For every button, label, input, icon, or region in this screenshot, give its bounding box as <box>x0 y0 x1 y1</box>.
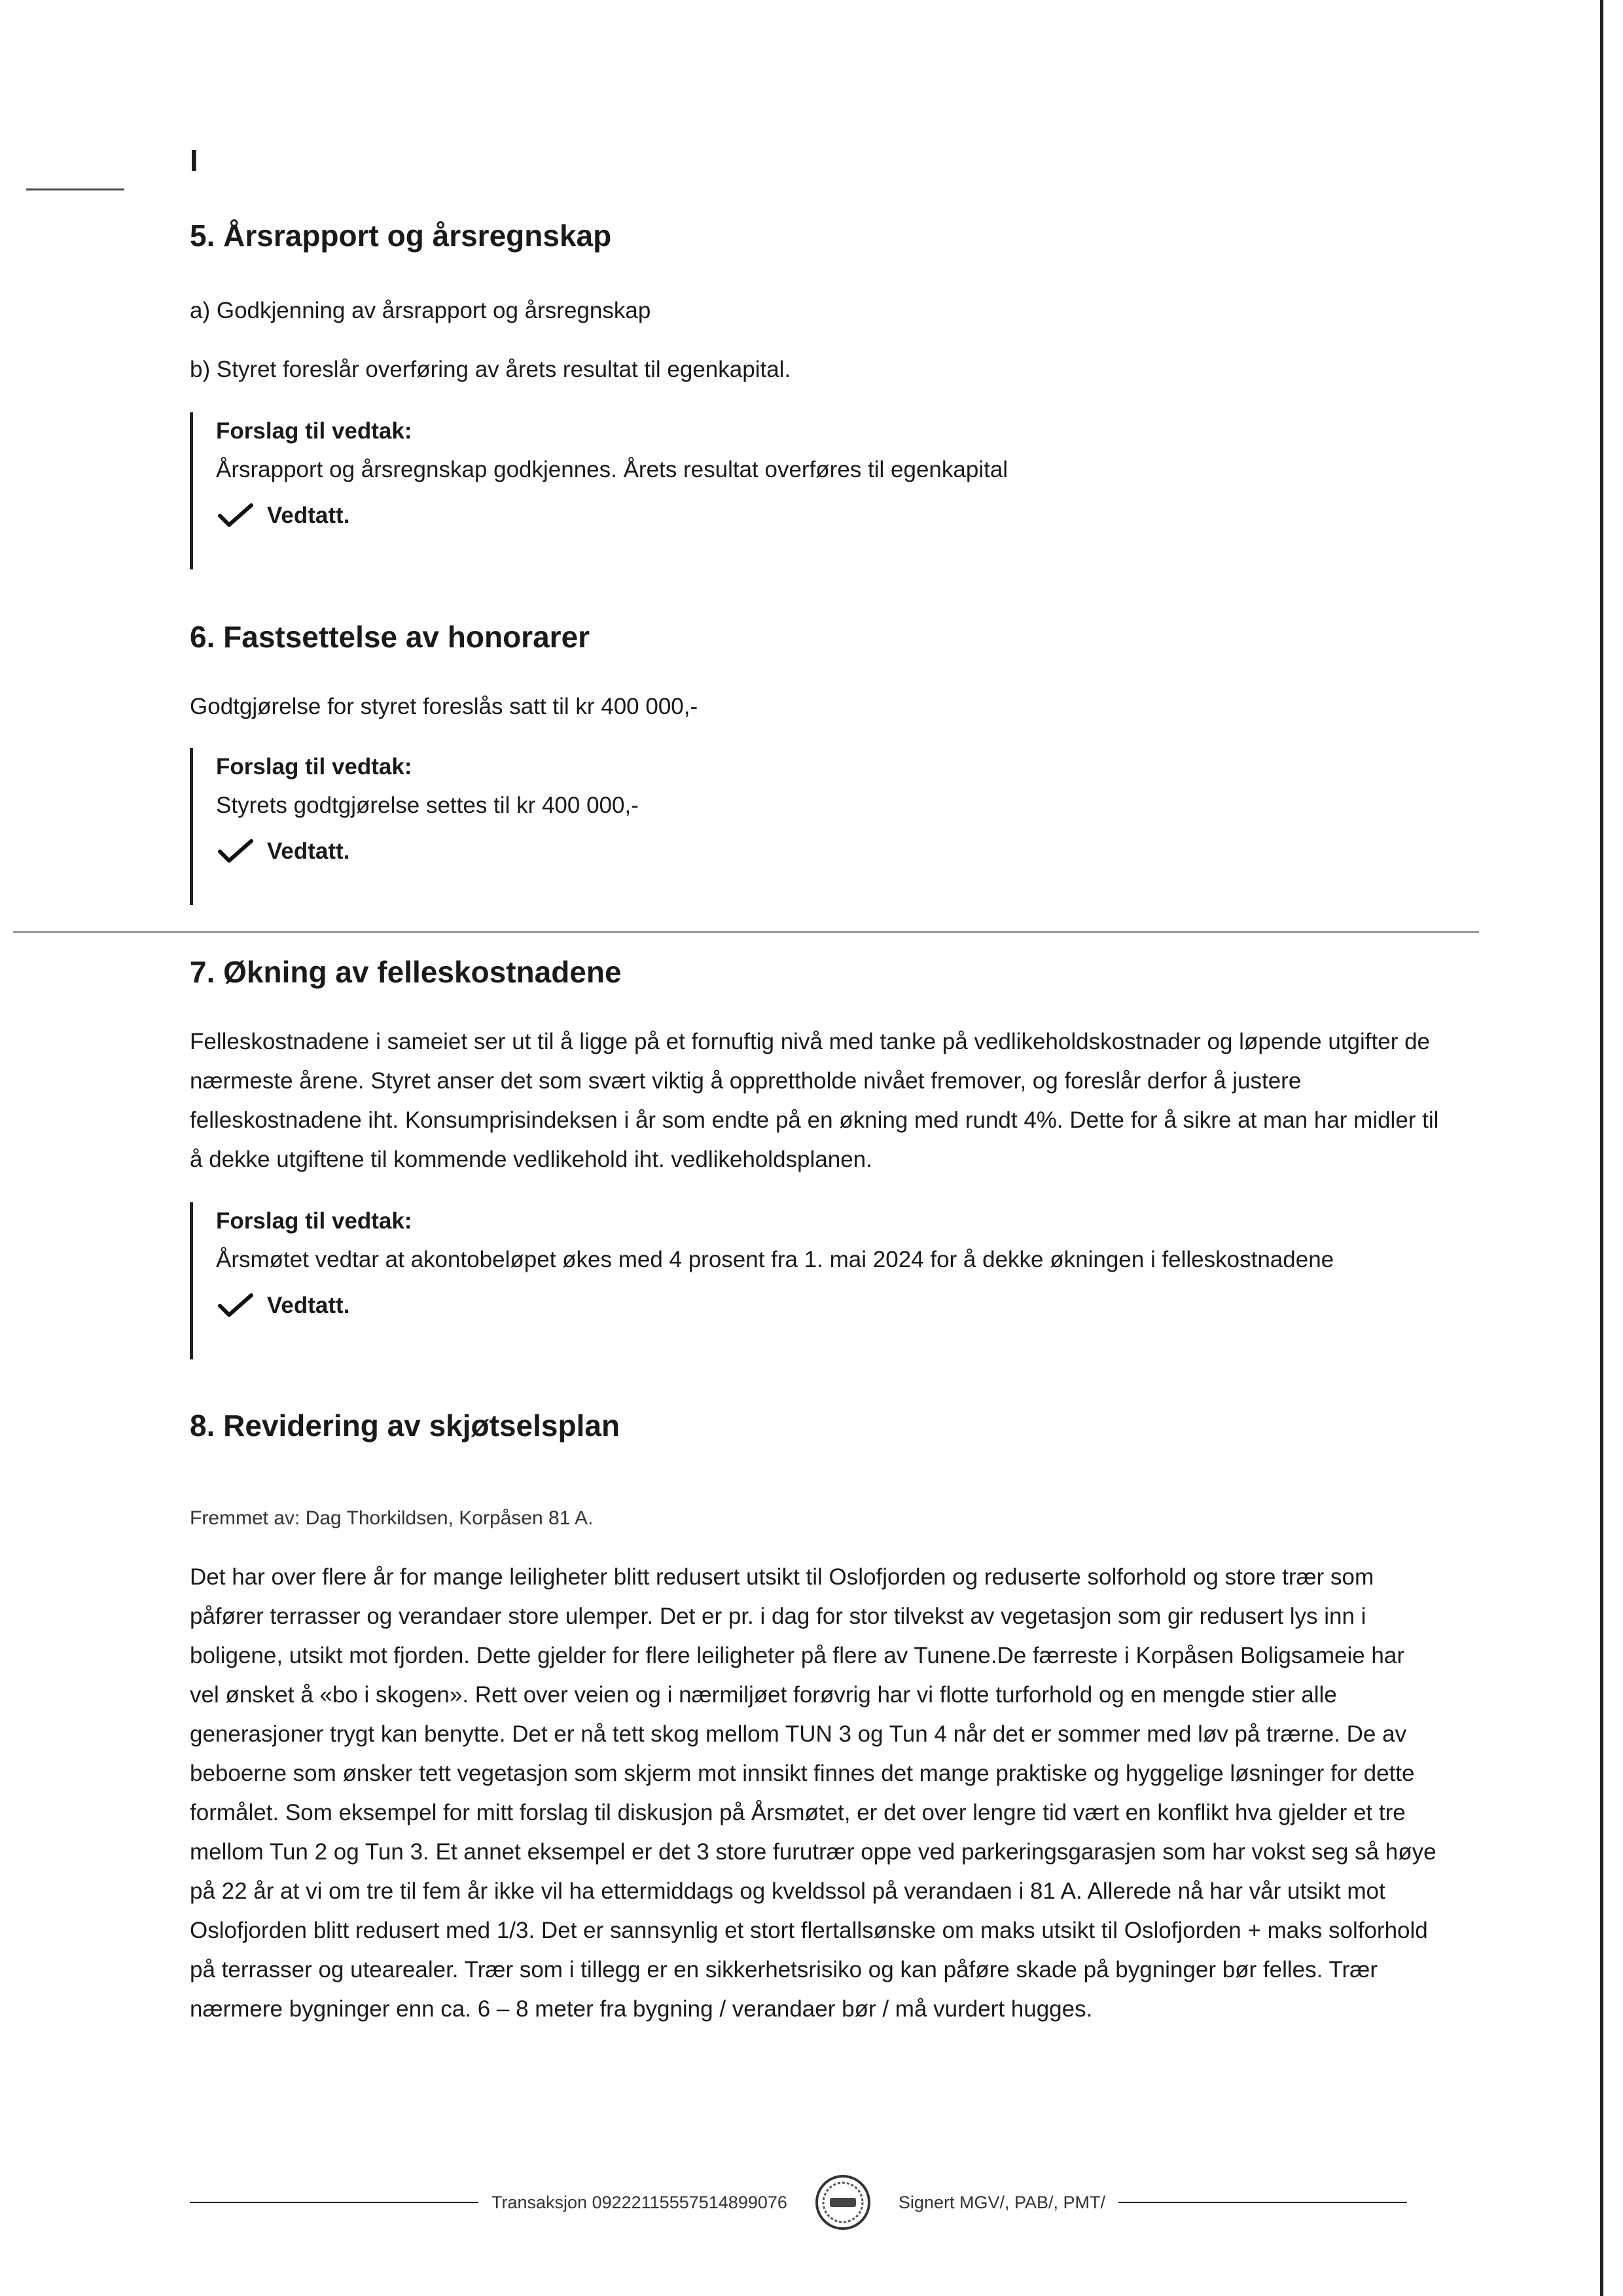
section-6-body: Godtgjørelse for styret foreslås satt til kr 400 000,- <box>190 694 698 719</box>
checkmark-icon <box>216 838 255 865</box>
transaction-id: Transaksjon 09222115557514899076 <box>491 2192 787 2212</box>
section-5-proposal <box>190 412 1440 569</box>
signature-footer <box>190 2170 1407 2235</box>
scan-edge <box>1600 0 1603 2296</box>
proposal-label: Forslag til vedtak: <box>216 754 412 780</box>
section-7-proposal <box>190 1202 1440 1359</box>
page-mark: I <box>190 143 198 177</box>
proposal-label: Forslag til vedtak: <box>216 418 412 444</box>
proposal-text: Årsrapport og årsregnskap godkjennes. Årets resultat overføres til egenkapital <box>216 457 1008 482</box>
margin-mark <box>26 188 124 190</box>
section-7-heading: 7. Økning av felleskostnadene <box>190 955 622 989</box>
proposal-result <box>216 1280 1440 1332</box>
section-8-proposed-by: Fremmet av: Dag Thorkildsen, Korpåsen 81 A. <box>190 1507 594 1529</box>
footer-rule-left <box>190 2202 478 2203</box>
scan-artifact-line <box>13 931 1479 933</box>
section-5-item-a: a) Godkjenning av årsrapport og årsregnskap <box>190 298 651 323</box>
proposal-text: Årsmøtet vedtar at akontobeløpet økes med 4 prosent fra 1. mai 2024 for å dekke økningen i felleskostnadene <box>216 1247 1334 1272</box>
signed-by: Signert MGV/, PAB/, PMT/ <box>898 2192 1105 2212</box>
checkmark-icon <box>216 1293 255 1319</box>
section-5-item-b: b) Styret foreslår overføring av årets resultat til egenkapital. <box>190 357 791 382</box>
footer-rule-right <box>1118 2202 1407 2203</box>
proposal-label: Forslag til vedtak: <box>216 1208 412 1234</box>
proposal-result <box>216 825 1440 878</box>
section-6-proposal <box>190 748 1440 905</box>
proposal-result <box>216 490 1440 542</box>
section-8-heading: 8. Revidering av skjøtselsplan <box>190 1408 620 1443</box>
seal-icon <box>813 2173 872 2232</box>
result-text: Vedtatt. <box>267 1293 350 1318</box>
section-5-heading: 5. Årsrapport og årsregnskap <box>190 219 612 253</box>
section-8-body: Det har over flere år for mange leiligheter blitt redusert utsikt til Oslofjorden og reduserte solforhold og store trær som påfører terrasser og verandaer store ulemper. Det er pr. i dag for stor tilvekst av vegetasjon som gir redusert lys inn i boligene, utsikt mot fjorden. Dette gjelder for flere leiligheter på flere av Tunene.De færreste i Korpåsen Boligsameie har vel ønsket å «bo i skogen». Rett over veien og i nærmiljøet forøvrig har vi flotte turforhold og en mengde stier alle generasjoner trygt kan benytte. Det er nå tett skog mellom TUN 3 og Tun 4 når det er sommer med løv på trærne. De av beboerne som ønsker tett vegetasjon som skjerm mot innsikt finnes det mange praktiske og hyggelige løsninger for dette formålet. Som eksempel for mitt forslag til diskusjon på Årsmøtet, er det over lengre tid vært en konflikt hva gjelder et tre mellom Tun 2 og Tun 3. Et annet eksempel er det 3 store furutrær oppe ved parkeringsgarasjen som har vokst seg så høye på 22 år at vi om tre til fem år ikke vil ha ettermiddags og kveldssol på verandaen i 81 A. Allerede nå har vår utsikt mot Oslofjorden blitt redusert med 1/3. Det er sannsynlig et stort flertallsønske om maks utsikt til Oslofjorden + maks solforhold på terrasser og utearealer. Trær som i tillegg er en sikkerhetsrisiko og kan påføre skade på bygninger bør felles. Trær nærmere bygninger enn ca. 6 – 8 meter fra bygning / verandaer bør / må vurdert hugges. <box>190 1564 1436 2022</box>
section-7-body: Felleskostnadene i sameiet ser ut til å ligge på et fornuftig nivå med tanke på vedlikeholdskostnader og løpende utgifter de nærmeste årene. Styret anser det som svært viktig å opprettholde nivået fremover, og foreslår derfor å justere felleskostnadene iht. Konsumprisindeksen i år som endte på en økning med rundt 4%. Dette for å sikre at man har midler til å dekke utgiftene til kommende vedlikehold iht. vedlikeholdsplanen. <box>190 1029 1439 1172</box>
checkmark-icon <box>216 503 255 529</box>
proposal-text: Styrets godtgjørelse settes til kr 400 000,- <box>216 793 639 818</box>
result-text: Vedtatt. <box>267 503 350 528</box>
section-6-heading: 6. Fastsettelse av honorarer <box>190 620 590 654</box>
result-text: Vedtatt. <box>267 838 350 864</box>
